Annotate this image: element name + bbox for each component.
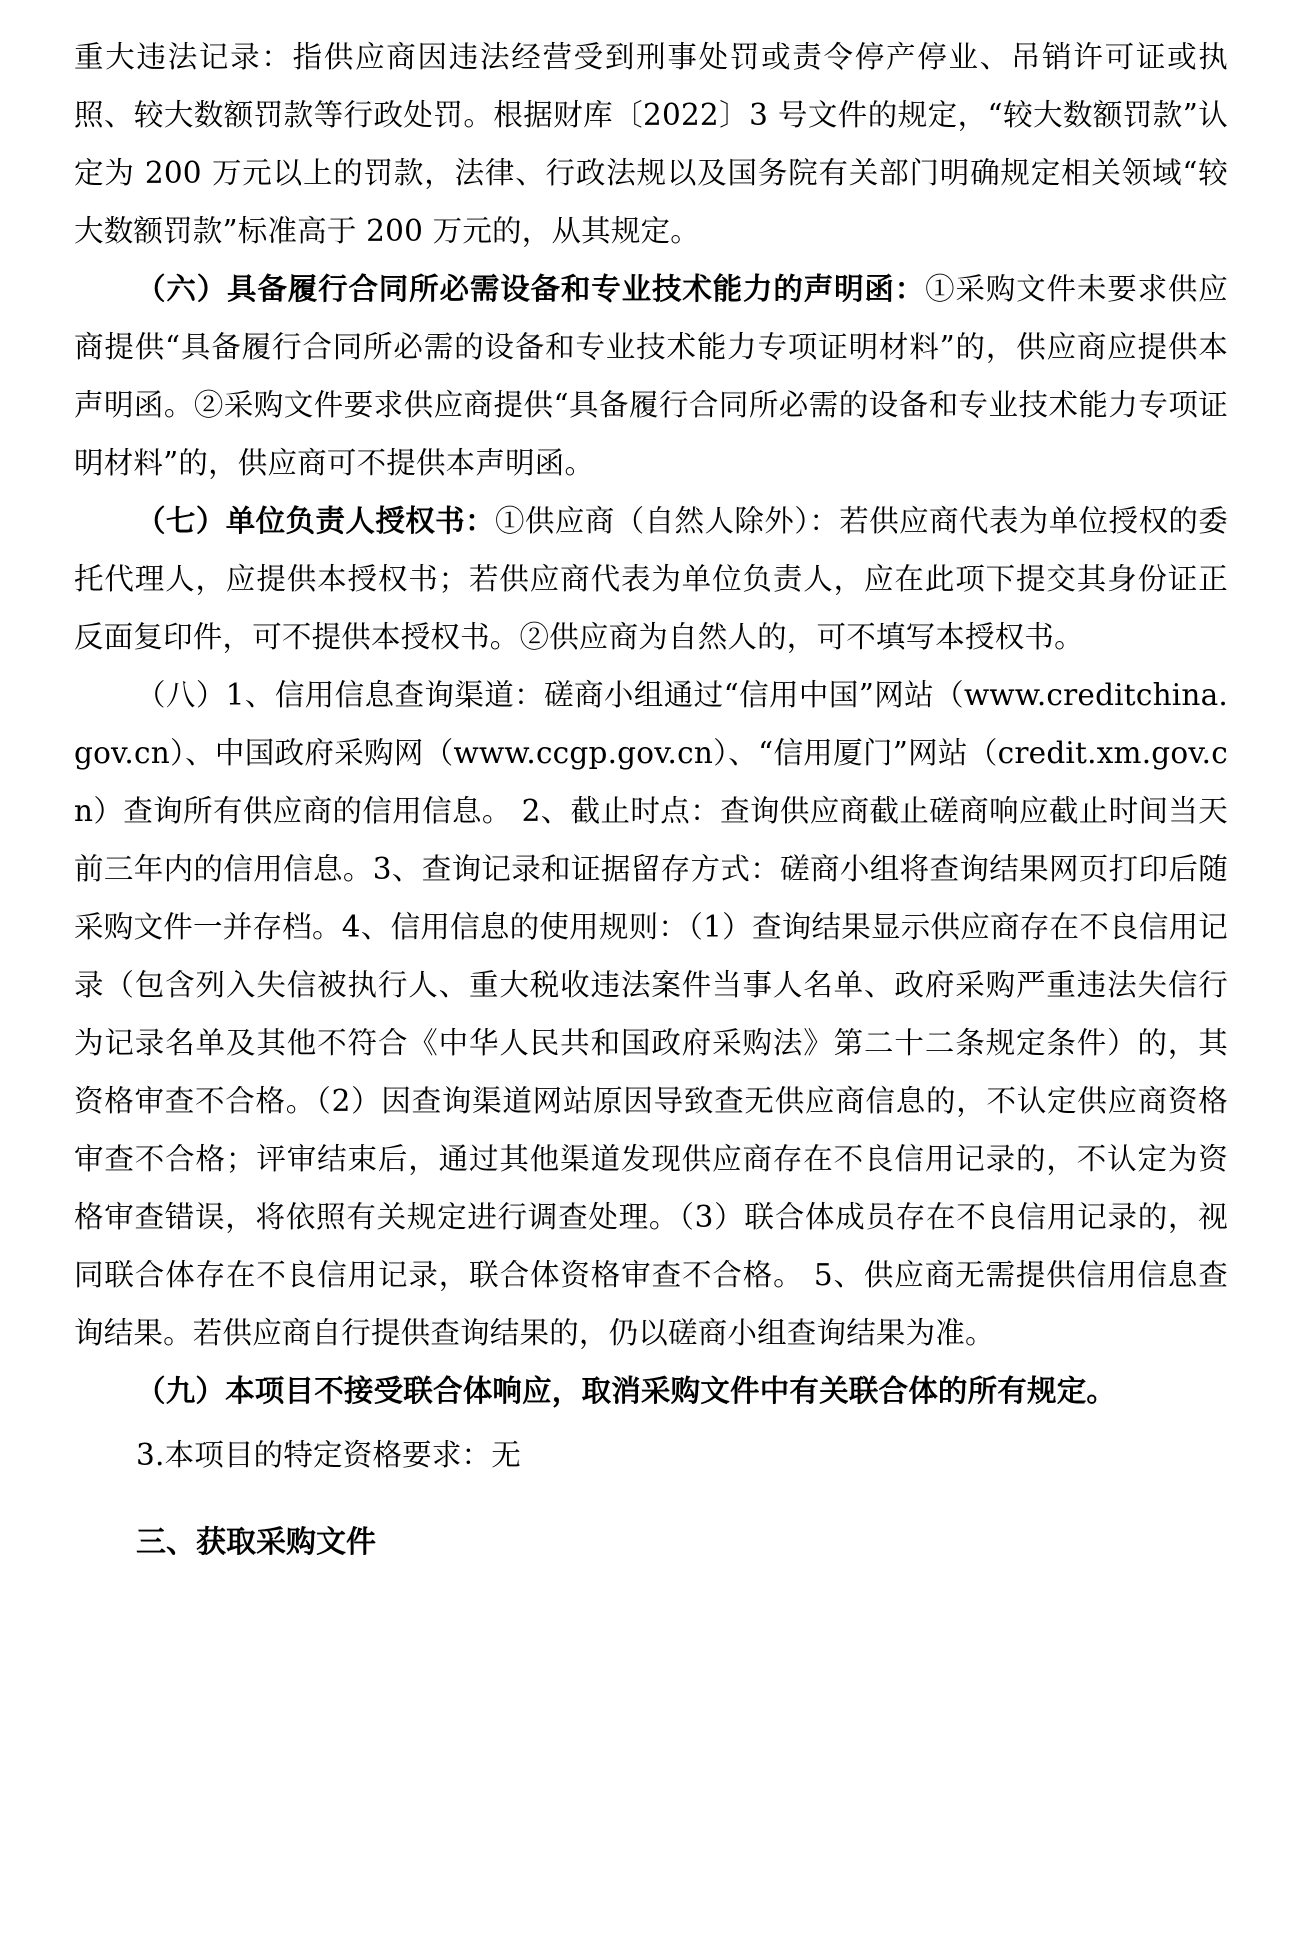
- section-six-body-text: ①采购文件未要求供应商提供“具备履行合同所必需的设备和专业技术能力专项证明材料”的，供应商应提供本声明函。②采购文件要求供应商提供“具备履行合同所必需的设备和专业技术能力专项证明材料”的，供应商可不提供本声明函。: [74, 272, 1228, 480]
- paragraph-section-eight-credit-inquiry: （八）1、信用信息查询渠道：磋商小组通过“信用中国”网站（www.creditchina.gov.cn）、中国政府采购网（www.ccgp.gov.cn）、“信用厦门”网站（credit.xm.gov.cn）查询所有供应商的信用信息。 2、截止时点：查询供应商截止磋商响应截止时间当天前三年内的信用信息。3、查询记录和证据留存方式：磋商小组将查询结果网页打印后随采购文件一并存档。4、信用信息的使用规则：（1）查询结果显示供应商存在不良信用记录（包含列入失信被执行人、重大税收违法案件当事人名单、政府采购严重违法失信行为记录名单及其他不符合《中华人民共和国政府采购法》第二十二条规定条件）的，其资格审查不合格。（2）因查询渠道网站原因导致查无供应商信息的，不认定供应商资格审查不合格；评审结束后，通过其他渠道发现供应商存在不良信用记录的，不认定为资格审查错误，将依照有关规定进行调查处理。（3）联合体成员存在不良信用记录的，视同联合体存在不良信用记录，联合体资格审查不合格。 5、供应商无需提供信用信息查询结果。若供应商自行提供查询结果的，仍以磋商小组查询结果为准。: [74, 678, 1228, 1350]
- paragraph-item-3-specific-qualification: 3.本项目的特定资格要求：无: [136, 1438, 521, 1472]
- section-seven-lead-label: （七）单位负责人授权书：: [136, 503, 496, 538]
- heading-section-three-obtain-procurement-documents: 三、获取采购文件: [136, 1525, 376, 1560]
- section-six-lead-label: （六）具备履行合同所必需设备和专业技术能力的声明函：: [136, 271, 926, 306]
- paragraph-section-nine-no-consortium: （九）本项目不接受联合体响应，取消采购文件中有关联合体的所有规定。: [136, 1373, 1117, 1408]
- document-body: [74, 28, 1228, 1572]
- paragraph-major-violation-record: 重大违法记录：指供应商因违法经营受到刑事处罚或责令停产停业、吊销许可证或执照、较大数额罚款等行政处罚。根据财库〔2022〕3 号文件的规定，“较大数额罚款”认定为 200 万元以上的罚款，法律、行政法规以及国务院有关部门明确规定相关领域“较大数额罚款”标准高于 200 万元的，从其规定。: [74, 40, 1228, 248]
- spacer-before-heading: [74, 1484, 1228, 1514]
- paragraph-section-six-equipment-declaration: [74, 260, 1228, 492]
- paragraph-section-seven-authorization-letter: [74, 492, 1228, 666]
- section-seven-body-text: ①供应商（自然人除外）：若供应商代表为单位授权的委托代理人，应提供本授权书；若供应商代表为单位负责人，应在此项下提交其身份证正反面复印件，可不提供本授权书。②供应商为自然人的，可不填写本授权书。: [74, 504, 1228, 654]
